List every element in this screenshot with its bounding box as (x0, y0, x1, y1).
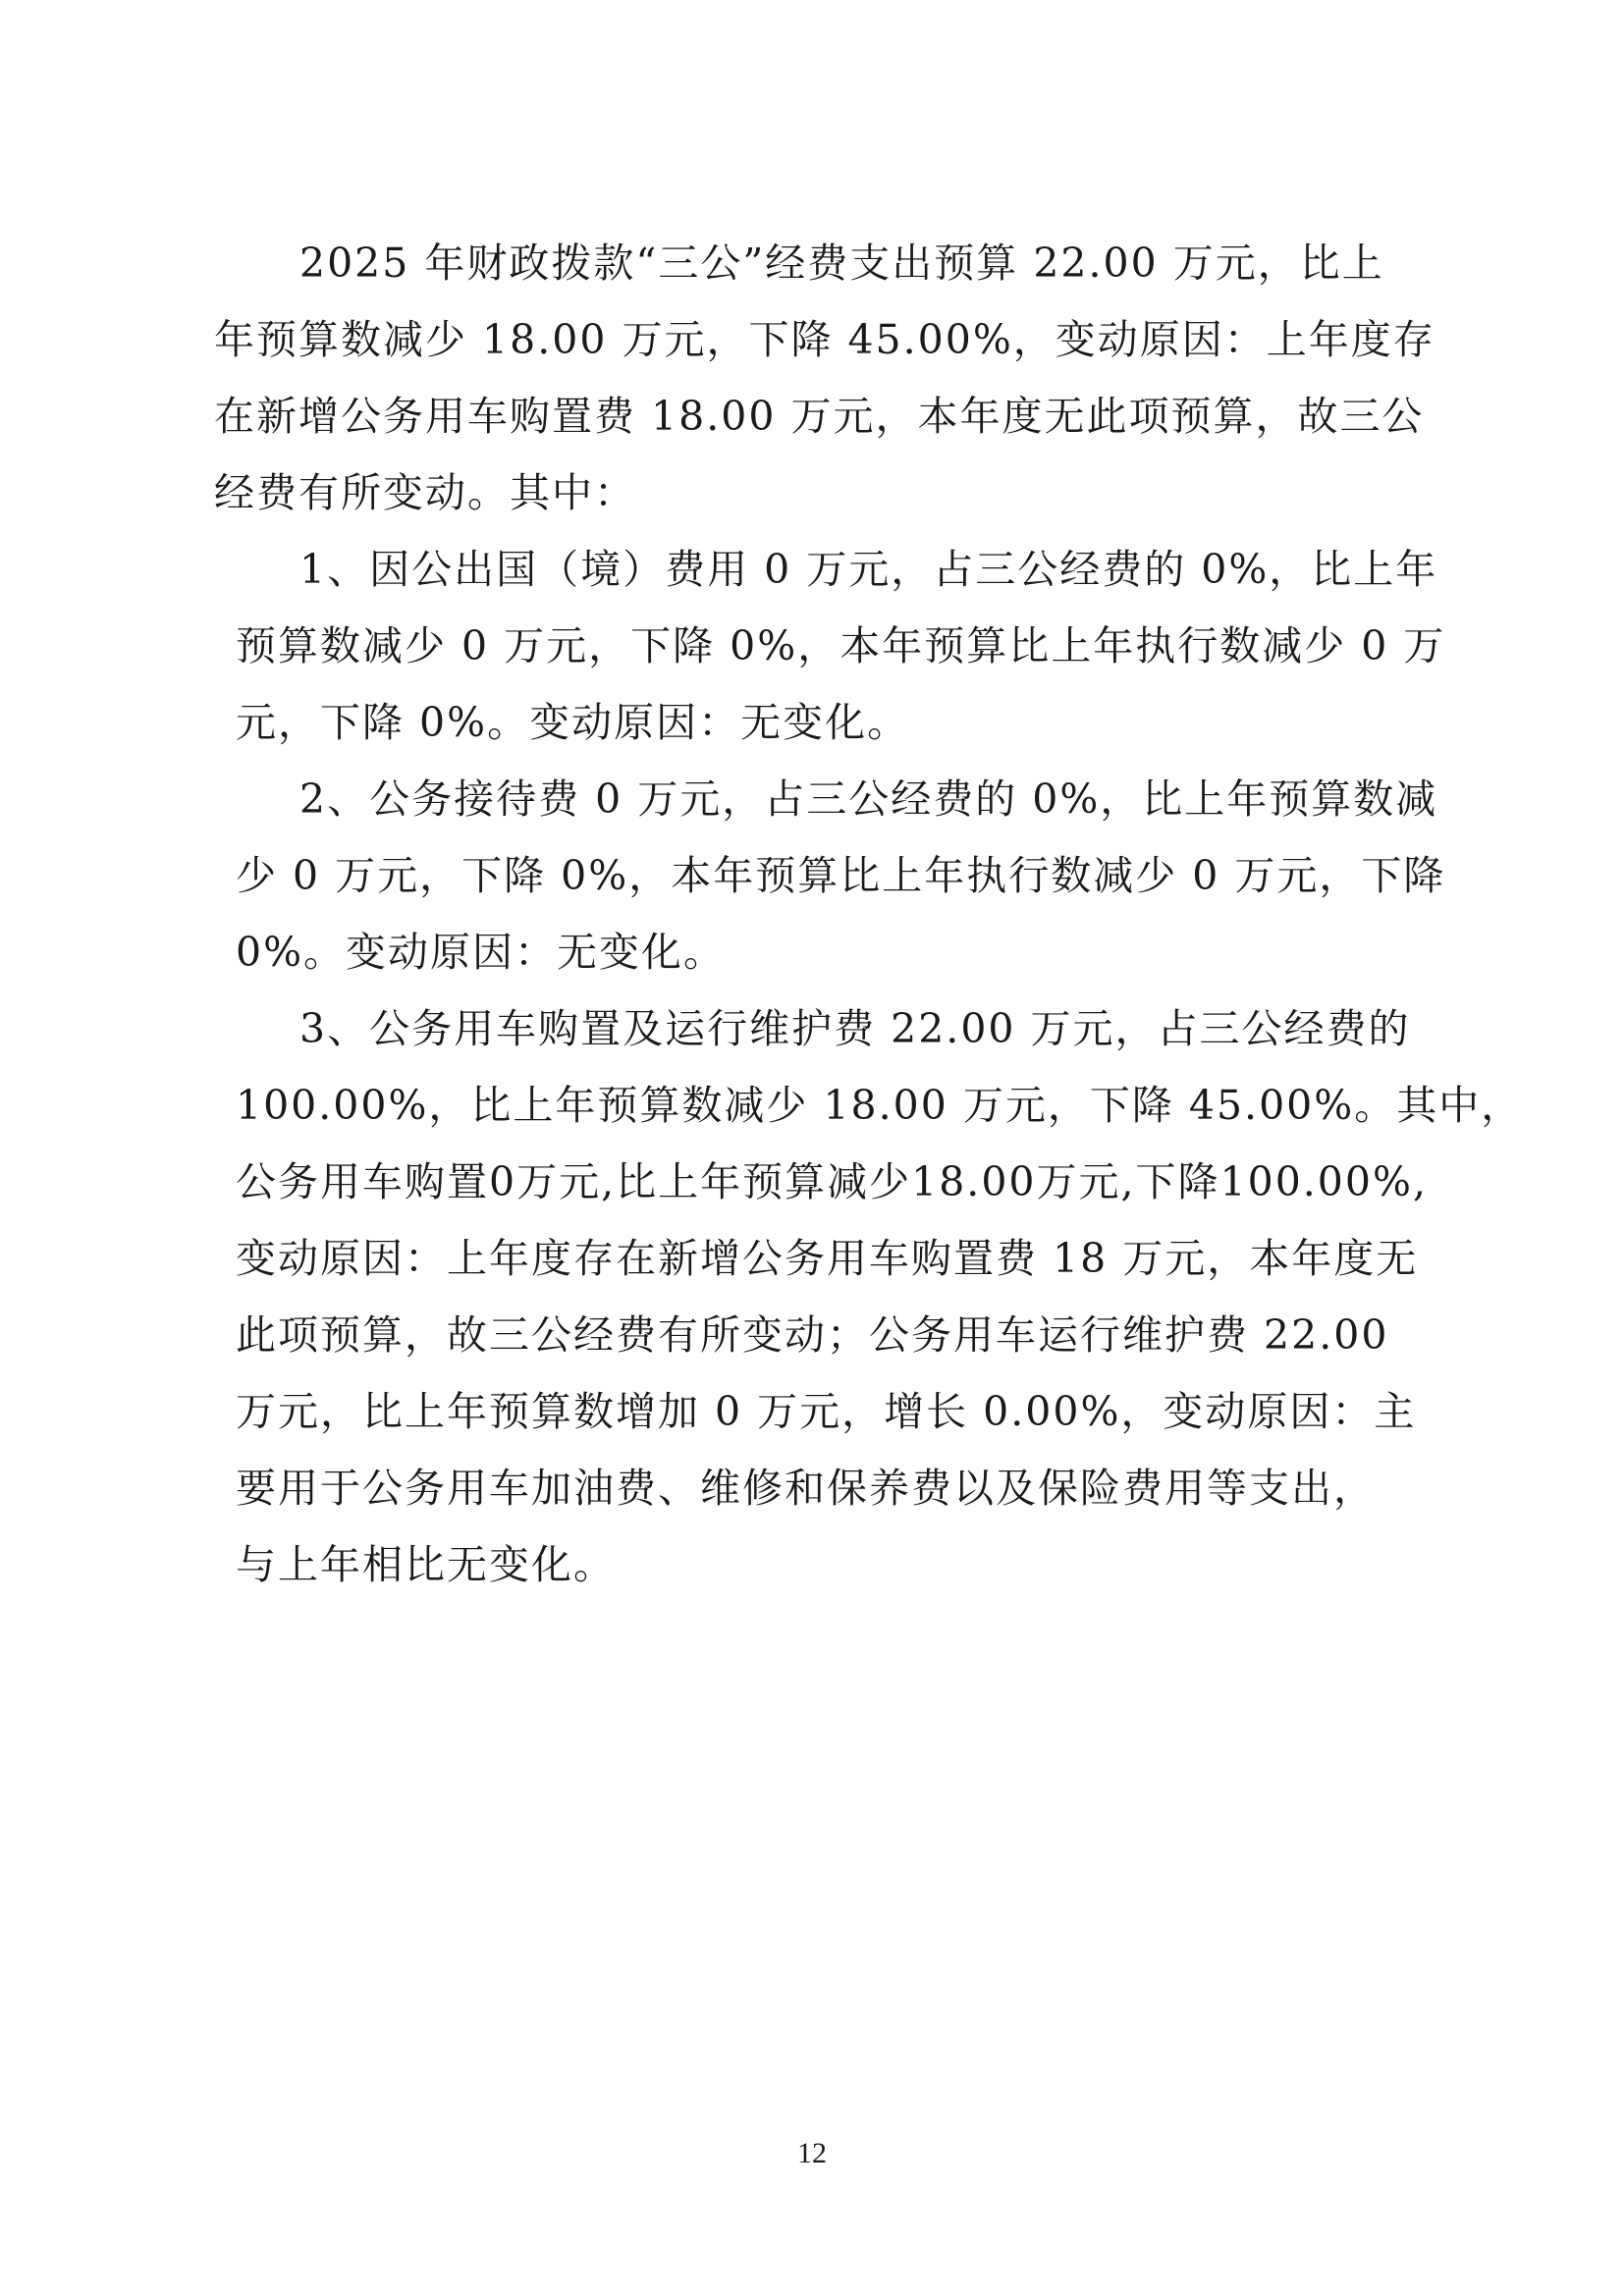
paragraph-4-line-3: 公务用车购置0万元,比上年预算减少18.00万元,下降100.00%, (236, 1158, 1428, 1205)
paragraph-4-line-8: 与上年相比无变化。 (236, 1541, 616, 1588)
paragraph-4-line-7: 要用于公务用车加油费、维修和保养费以及保险费用等支出， (236, 1465, 1376, 1512)
paragraph-1-line-2: 年预算数减少 18.00 万元，下降 45.00%，变动原因：上年度存 (214, 316, 1435, 363)
paragraph-4-line-1: 3、公务用车购置及运行维护费 22.00 万元，占三公经费的 (299, 1005, 1411, 1052)
paragraph-1-line-4: 经费有所变动。其中： (214, 469, 636, 516)
paragraph-4-line-4: 变动原因：上年度存在新增公务用车购置费 18 万元，本年度无 (236, 1235, 1419, 1282)
paragraph-2-line-1: 1、因公出国（境）费用 0 万元，占三公经费的 0%，比上年 (299, 546, 1438, 593)
paragraph-1-line-1: 2025 年财政拨款“三公”经费支出预算 22.00 万元，比上 (299, 240, 1384, 287)
paragraph-4-line-2: 100.00%，比上年预算数减少 18.00 万元，下降 45.00%。其中， (236, 1082, 1524, 1129)
paragraph-3-line-1: 2、公务接待费 0 万元，占三公经费的 0%，比上年预算数减 (299, 775, 1438, 823)
paragraph-4-line-6: 万元，比上年预算数增加 0 万元，增长 0.00%，变动原因：主 (236, 1388, 1417, 1435)
paragraph-3-line-2: 少 0 万元，下降 0%，本年预算比上年执行数减少 0 万元，下降 (236, 852, 1446, 899)
paragraph-3-line-3: 0%。变动原因：无变化。 (236, 929, 727, 976)
paragraph-1-line-3: 在新增公务用车购置费 18.00 万元，本年度无此项预算，故三公 (214, 393, 1425, 440)
paragraph-2-line-2: 预算数减少 0 万元，下降 0%，本年预算比上年执行数减少 0 万 (236, 622, 1446, 669)
paragraph-2-line-3: 元，下降 0%。变动原因：无变化。 (236, 699, 910, 746)
page-number: 12 (797, 2137, 827, 2169)
paragraph-4-line-5: 此项预算，故三公经费有所变动；公务用车运行维护费 22.00 (236, 1311, 1389, 1359)
